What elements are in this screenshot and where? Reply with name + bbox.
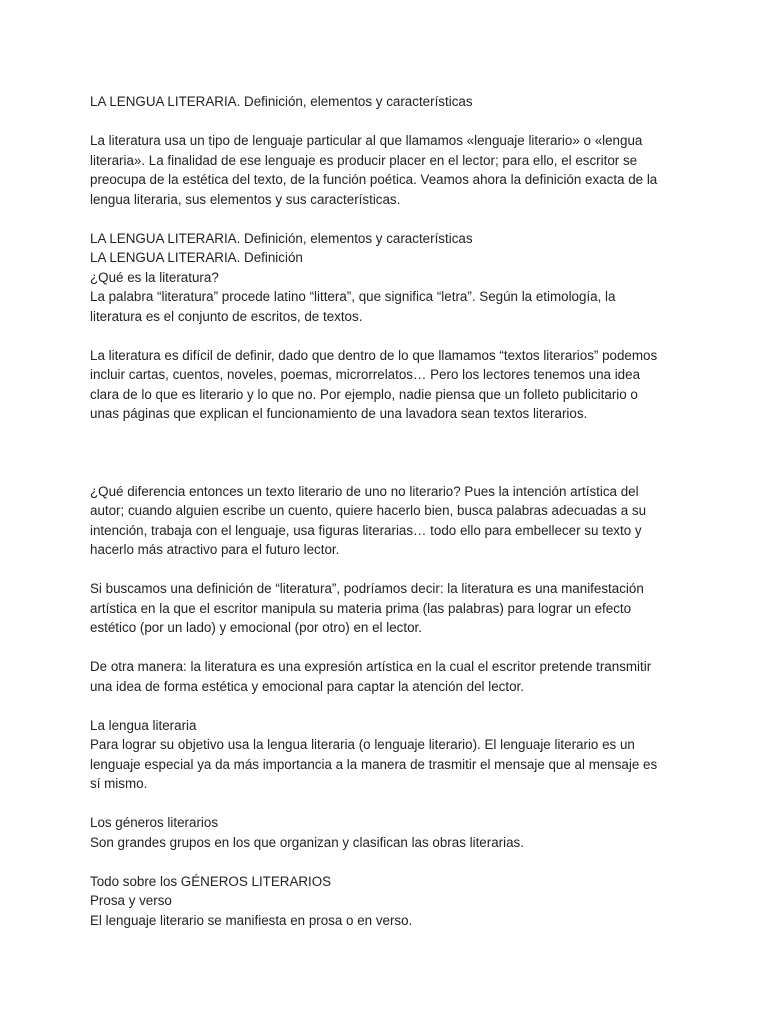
- spacer: [90, 696, 690, 716]
- spacer: [90, 852, 690, 872]
- spacer: [90, 794, 690, 814]
- document-page: [90, 92, 690, 930]
- spacer: [90, 326, 690, 346]
- document-title: LA LENGUA LITERARIA. Definición, elementos y características: [90, 94, 473, 109]
- prosa-verso-heading: Prosa y verso: [90, 893, 172, 908]
- lengua-literaria-heading: La lengua literaria: [90, 717, 197, 733]
- spacer: [90, 424, 690, 482]
- difficult-definition-paragraph: La literatura es difícil de definir, dado que dentro de lo que llamamos “textos literarios” podemos incluir cartas, cuentos, noveles, poemas, microrrelatos… Pero los lectores tenemos una idea clara de lo que es literario y lo que no. Por ejemplo, nadie piensa que un folleto publicitario o unas páginas que explican el funcionamiento de una lavadora sean textos literarios.: [90, 347, 658, 421]
- literature-question: ¿Qué es la literatura?: [90, 269, 219, 285]
- difference-paragraph: ¿Qué diferencia entonces un texto literario de uno no literario? Pues la intención artística del autor; cuando alguien escribe un cuento, quiere hacerlo bien, busca palabras adecuadas a su intención, trabaja con el lenguaje, usa figuras literarias… todo ello para embellecer su texto y hacerlo más atractivo para el futuro lector.: [90, 483, 647, 557]
- spacer: [90, 638, 690, 658]
- repeated-title: LA LENGUA LITERARIA. Definición, elementos y características: [90, 230, 473, 246]
- etymology-paragraph: La palabra “literatura” procede latino “littera”, que significa “letra”. Según la etimología, la literatura es el conjunto de escritos, de textos.: [90, 289, 616, 324]
- spacer: [90, 112, 690, 132]
- todo-generos-heading: Todo sobre los GÉNEROS LITERARIOS: [90, 873, 332, 889]
- generos-heading: Los géneros literarios: [90, 815, 219, 830]
- definition-heading: LA LENGUA LITERARIA. Definición: [90, 250, 303, 265]
- lengua-literaria-paragraph: Para lograr su objetivo usa la lengua literaria (o lenguaje literario). El lenguaje literario es un lenguaje especial ya da más importancia a la manera de trasmitir el mensaje que al mensaje es sí mismo.: [90, 737, 658, 791]
- prosa-verso-paragraph: El lenguaje literario se manifiesta en prosa o en verso.: [90, 912, 413, 928]
- generos-paragraph: Son grandes grupos en los que organizan y clasifican las obras literarias.: [90, 834, 524, 850]
- other-way-paragraph: De otra manera: la literatura es una expresión artística en la cual el escritor pretende transmitir una idea de forma estética y emocional para captar la atención del lector.: [90, 659, 652, 694]
- spacer: [90, 209, 690, 229]
- intro-paragraph: La literatura usa un tipo de lenguaje particular al que llamamos «lenguaje literario» o «lengua literaria». La finalidad de ese lenguaje es producir placer en el lector; para ello, el escritor se preocupa de la estética del texto, de la función poética. Veamos ahora la definición exacta de la lengua literaria, sus elementos y sus características.: [90, 133, 658, 207]
- literature-definition-paragraph: Si buscamos una definición de “literatura”, podríamos decir: la literatura es una manifestación artística en la que el escritor manipula su materia prima (las palabras) para lograr un efecto estético (por un lado) y emocional (por otro) en el lector.: [90, 581, 644, 635]
- spacer: [90, 560, 690, 580]
